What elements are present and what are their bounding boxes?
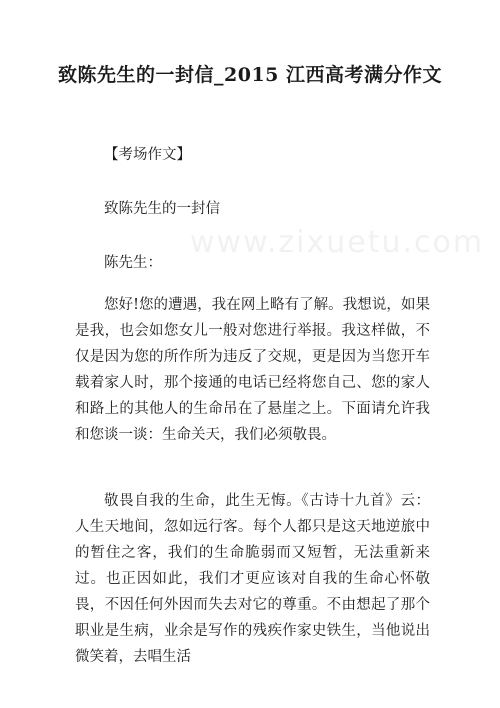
- paragraph-1: 您好!您的遭遇，我在网上略有了解。我想说，如果是我，也会如您女儿一般对您进行举报。我这样做，不仅是因为您的所作所为违反了交规，更是因为当您开车载着家人时，那个接通的电话已经将您自己、您的家人和路上的其他人的生命吊在了悬崖之上。下面请允许我和您谈一谈：生命关天，我们必须敬畏。: [75, 297, 430, 443]
- salutation: 陈先生：: [104, 255, 162, 271]
- document-title: 致陈先生的一封信_2015 江西高考满分作文: [58, 64, 442, 86]
- paragraph-2: 敬畏自我的生命，此生无悔。《古诗十九首》云：人生天地间，忽如远行客。每个人都只是这天地逆旅中的暂住之客，我们的生命脆弱而又短暂，无法重新来过。也正因如此，我们才更应该对自我的生命心怀敬畏，不因任何外因而失去对它的尊重。不由想起了那个职业是生病，业余是写作的残疾作家史铁生，当他说出微笑着，去唱生活: [75, 493, 430, 665]
- letter-title: 致陈先生的一封信: [104, 201, 220, 217]
- section-tag: 【考场作文】: [104, 147, 191, 163]
- watermark: www.zixuetu.com: [190, 225, 485, 260]
